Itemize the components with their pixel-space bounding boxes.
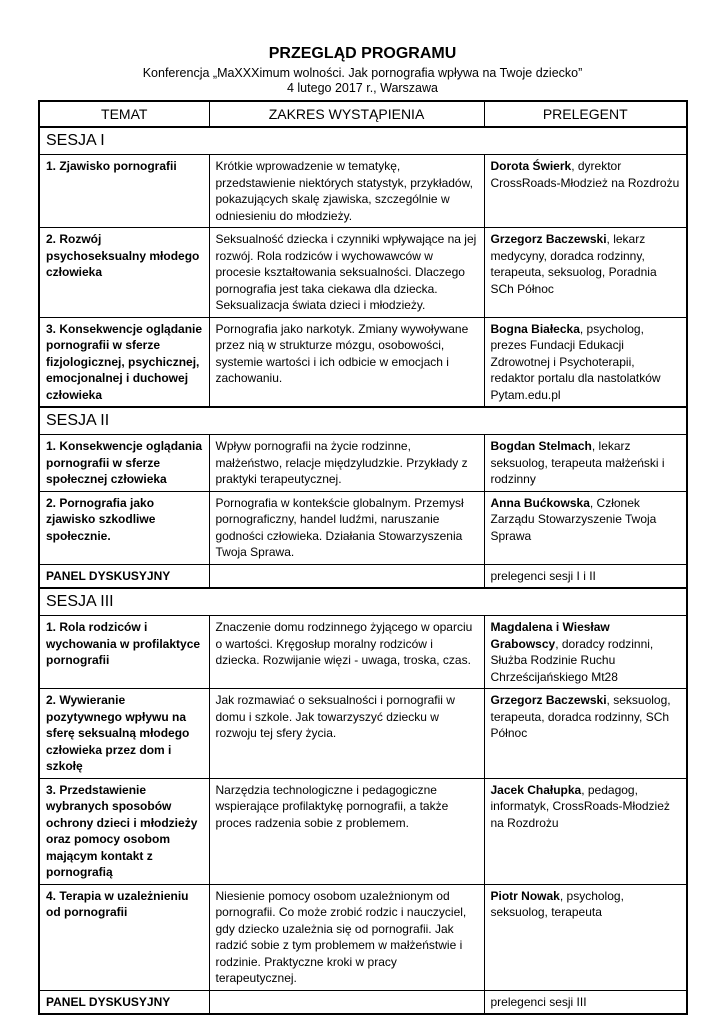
table-row xyxy=(39,689,687,779)
column-header-topic: TEMAT xyxy=(39,101,209,127)
speaker-description: , seksuolog, terapeuta, doradca rodzinny, SCh Północ xyxy=(490,693,671,740)
speaker-cell xyxy=(484,778,687,884)
speaker-name: Bogna Białecka xyxy=(490,321,580,336)
speaker-name: Anna Bućkowska xyxy=(490,495,590,510)
scope-cell xyxy=(209,990,484,1014)
speaker-name: Magdalena i Wiesław Grabowscy xyxy=(490,620,610,651)
speaker-cell xyxy=(484,564,687,588)
speaker-cell xyxy=(484,884,687,990)
session-row xyxy=(39,127,687,155)
table-row xyxy=(39,155,687,228)
speaker-cell xyxy=(484,689,687,779)
table-header-row xyxy=(39,101,687,127)
speaker-name: Dorota Świerk xyxy=(490,159,572,173)
scope-cell: Niesienie pomocy osobom uzależnionym od pornografii. Co może zrobić rodzic i nauczyciel, gdy dziecko uzależnia się od pornografii. Jak radzić sobie z tym problemem w małżeństwie i rodzinie. Praktyczne kroki w pracy terapeutycznej. xyxy=(209,884,484,990)
table-row xyxy=(39,228,687,318)
speaker-description: , doradcy rodzinni, Służba Rodzinie Ruchu Chrześcijańskiego Mt28 xyxy=(490,636,654,684)
scope-cell xyxy=(209,564,484,588)
session-row xyxy=(39,407,687,435)
topic-cell: 1. Zjawisko pornografii xyxy=(39,155,209,228)
column-header-scope: ZAKRES WYSTĄPIENIA xyxy=(209,101,484,127)
program-table xyxy=(38,100,688,1015)
page-title: PRZEGLĄD PROGRAMU xyxy=(268,45,457,62)
speaker-description: , dyrektor CrossRoads-Młodzież na Rozdrożu xyxy=(490,159,680,190)
speaker-description: , psycholog, prezes Fundacji Edukacji Zdrowotnej i Psychoterapii, redaktor portalu dla nastolatków Pytam.edu.pl xyxy=(490,321,661,402)
session-title: SESJA III xyxy=(39,588,687,616)
speaker-cell xyxy=(484,317,687,407)
table-row xyxy=(39,317,687,407)
topic-cell: 2. Wywieranie pozytywnego wpływu na sferę seksualną młodego człowieka przez dom i szkołę xyxy=(39,689,209,779)
topic-cell: PANEL DYSKUSYJNY xyxy=(39,564,209,588)
speaker-name: Bogdan Stelmach xyxy=(490,439,592,453)
speaker-description: , lekarz medycyny, doradca rodzinny, terapeuta, seksuolog, Poradnia SCh Północ xyxy=(490,232,657,296)
topic-cell: 2. Pornografia jako zjawisko szkodliwe społecznie. xyxy=(39,491,209,564)
table-row xyxy=(39,564,687,588)
scope-cell: Jak rozmawiać o seksualności i pornografii w domu i szkole. Jak towarzyszyć dziecku w rozwoju tej sfery życia. xyxy=(209,689,484,779)
topic-cell: 3. Konsekwencje oglądanie pornografii w sferze fizjologicznej, psychicznej, emocjonalnej i duchowej człowieka xyxy=(39,317,209,407)
scope-cell: Narzędzia technologiczne i pedagogiczne wspierające profilaktykę pornografii, a także proces radzenia sobie z problemem. xyxy=(209,778,484,884)
scope-cell: Pornografia jako narkotyk. Zmiany wywoływane przez nią w strukturze mózgu, osobowości, systemie wartości i ich odbicie w emocjach i zachowaniu. xyxy=(209,317,484,407)
column-header-speaker: PRELEGENT xyxy=(484,101,687,127)
table-row xyxy=(39,990,687,1014)
speaker-description: , psycholog, seksuolog, terapeuta xyxy=(490,888,624,919)
speaker-cell xyxy=(484,491,687,564)
speaker-name: Grzegorz Baczewski xyxy=(490,693,607,707)
speaker-cell xyxy=(484,616,687,689)
speaker-description: prelegenci sesji III xyxy=(490,994,587,1009)
topic-cell: PANEL DYSKUSYJNY xyxy=(39,990,209,1014)
session-row xyxy=(39,588,687,616)
scope-cell: Krótkie wprowadzenie w tematykę, przedstawienie niektórych statystyk, przykładów, pokazujących skalę zjawiska, szczególnie w odniesieniu do młodzieży. xyxy=(209,155,484,228)
topic-cell: 1. Konsekwencje oglądania pornografii w sferze społecznej człowieka xyxy=(39,435,209,492)
conference-date: 4 lutego 2017 r., Warszawa xyxy=(286,81,438,95)
speaker-description: , lekarz seksuolog, terapeuta małżeński i rodzinny xyxy=(490,439,665,486)
speaker-description: , Członek Zarządu Stowarzyszenie Twoja Sprawa xyxy=(490,495,657,543)
document-header xyxy=(0,0,725,96)
topic-cell: 2. Rozwój psychoseksualny młodego człowieka xyxy=(39,228,209,318)
session-title: SESJA I xyxy=(39,127,687,155)
table-row xyxy=(39,778,687,884)
scope-cell: Wpływ pornografii na życie rodzinne, małżeństwo, relacje międzyludzkie. Przykłady z praktyki terapeutycznej. xyxy=(209,435,484,492)
speaker-description: prelegenci sesji I i II xyxy=(490,568,596,583)
speaker-name: Jacek Chałupka xyxy=(490,782,582,797)
topic-cell: 3. Przedstawienie wybranych sposobów ochrony dzieci i młodzieży oraz pomocy osobom mającym kontakt z pornografią xyxy=(39,778,209,884)
table-row xyxy=(39,884,687,990)
speaker-name: Piotr Nowak xyxy=(490,888,560,903)
speaker-cell xyxy=(484,435,687,492)
speaker-cell xyxy=(484,155,687,228)
speaker-description: , pedagog, informatyk, CrossRoads-Młodzież na Rozdrożu xyxy=(490,782,670,830)
table-row xyxy=(39,616,687,689)
topic-cell: 4. Terapia w uzależnieniu od pornografii xyxy=(39,884,209,990)
conference-subtitle: Konferencja „MaXXXimum wolności. Jak pornografia wpływa na Twoje dziecko” xyxy=(142,66,583,80)
session-title: SESJA II xyxy=(39,407,687,435)
speaker-cell xyxy=(484,990,687,1014)
speaker-cell xyxy=(484,228,687,318)
table-row xyxy=(39,435,687,492)
topic-cell: 1. Rola rodziców i wychowania w profilaktyce pornografii xyxy=(39,616,209,689)
scope-cell: Pornografia w kontekście globalnym. Przemysł pornograficzny, handel ludźmi, naruszanie godności człowieka. Działania Stowarzyszenia Twoja Sprawa. xyxy=(209,491,484,564)
scope-cell: Znaczenie domu rodzinnego żyjącego w oparciu o wartości. Kręgosłup moralny rodziców i dziecka. Rozwijanie więzi - uwaga, troska, czas. xyxy=(209,616,484,689)
scope-cell: Seksualność dziecka i czynniki wpływające na jej rozwój. Rola rodziców i wychowawców w procesie kształtowania seksualności. Dlaczego pornografia jest taka ciekawa dla dziecka. Seksualizacja świata dzieci i młodzieży. xyxy=(209,228,484,318)
program-body xyxy=(39,127,687,1014)
speaker-name: Grzegorz Baczewski xyxy=(490,232,607,246)
table-row xyxy=(39,491,687,564)
